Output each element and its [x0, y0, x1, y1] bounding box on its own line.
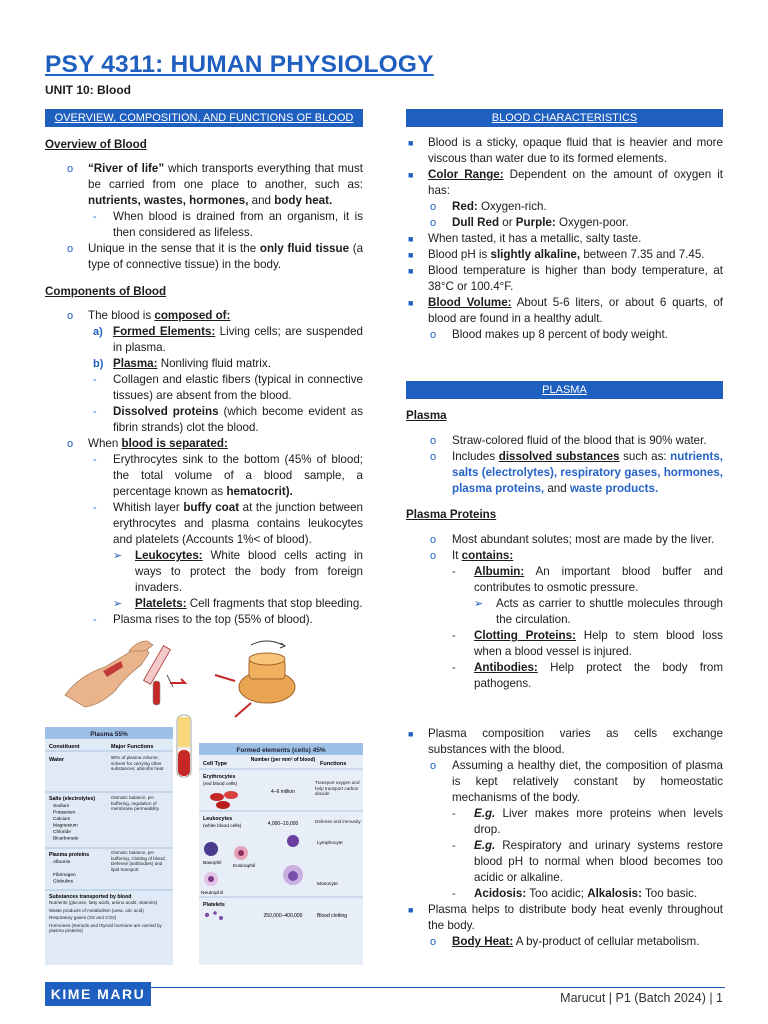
svg-text:Formed elements (cells) 45%: Formed elements (cells) 45% [236, 747, 326, 754]
blood-composition-figure [45, 635, 363, 965]
figure-list-item: Magnesium [53, 823, 78, 829]
test-tube-illustration [177, 715, 191, 777]
svg-text:Constituent: Constituent [49, 744, 80, 750]
list-item: ➢ Platelets: Cell fragments that stop bleeding. [113, 597, 363, 610]
list-item: ■ Blood is a sticky, opaque fluid that is heavier and more viscous than water due to its formed elements. [408, 136, 723, 165]
figure-list-item: Fibrinogen [53, 873, 76, 878]
svg-text:Eosinophil: Eosinophil [233, 864, 256, 869]
svg-text:Substances transported by bloo: Substances transported by blood [49, 894, 132, 900]
list-item: - Antibodies: Help protect the body from pathogens. [452, 661, 723, 690]
figure-list-item: Calcium [53, 817, 71, 822]
arm-illustration [65, 648, 149, 707]
list-item: o Body Heat: A by-product of cellular metabolism. [430, 935, 700, 948]
plasma-table: Plasma 55% Constituent Major Functions Water 90% of plasma volume; solvent for carrying other substances; absorbs heat Salts (electrolytes) SodiumPotassiumCalciumMagnesiumChlorideBicarbonate Osmotic balance, pH buffering, regulation of membrane permeability Plasma proteins AlbuminFibrinogenGlobulins Osmotic balance, pH buffering, Clotting of blood, Defense (antibodies) and lipid transport Substances transported by blood Nutrients (glucose, fatty acids, amino acids, vitamins)Waste products of metabolism (urea, uric acid)Respiratory gases (O2 and CO2)Hormones (steroids and thyroid hormone are carried by plasma proteins) [45, 727, 173, 965]
svg-text:Platelets: Platelets [203, 902, 225, 908]
svg-text:Erythrocytes: Erythrocytes [203, 774, 236, 780]
list-item: o It contains: [430, 549, 514, 562]
list-item: o Unique in the sense that it is the only fluid tissue (a type of connective tissue) in the body. [67, 242, 364, 271]
svg-text:Water: Water [49, 757, 65, 763]
figure-list-item: Potassium [53, 810, 76, 816]
list-item: - Dissolved proteins (which become evident as fibrin strands) clot the blood. [93, 405, 363, 434]
overview-heading: Overview of Blood [45, 138, 147, 151]
svg-text:Leukocytes: Leukocytes [203, 816, 233, 822]
svg-text:Blood clotting: Blood clotting [317, 913, 348, 919]
svg-text:Basophil: Basophil [203, 861, 222, 866]
list-item: - Erythrocytes sink to the bottom (45% of blood; the total volume of a blood sample, a percentage known as hematocrit). [93, 453, 363, 498]
list-item: ➢ Leukocytes: White blood cells acting in ways to protect the body from foreign invaders. [113, 549, 363, 594]
list-item: - When blood is drained from an organism, it is then considered as lifeless. [93, 210, 363, 239]
svg-text:Functions: Functions [320, 761, 347, 767]
svg-text:Plasma 55%: Plasma 55% [90, 731, 128, 738]
svg-text:(white blood cells): (white blood cells) [203, 824, 242, 829]
figure-list-item: Albumin [53, 860, 71, 865]
svg-text:Lymphocyte: Lymphocyte [317, 841, 343, 846]
page-footer: Marucut | P1 (Batch 2024) | 1 [560, 991, 723, 1005]
left-column [45, 109, 363, 628]
svg-text:Number (per mm³ of blood): Number (per mm³ of blood) [250, 757, 316, 763]
list-item: - Albumin: An important blood buffer and contributes to osmotic pressure. [452, 565, 723, 594]
section-bar-characteristics: BLOOD CHARACTERISTICS [406, 109, 723, 127]
list-item: - Clotting Proteins: Help to stem blood loss when a blood vessel is injured. [452, 629, 723, 658]
substances-list [49, 900, 171, 934]
brand-badge: KIME MARU [45, 982, 151, 1006]
figure-list-item: Respiratory gases (O2 and CO2) [49, 915, 117, 921]
svg-text:(red blood cells): (red blood cells) [203, 782, 238, 787]
list-item: - Collagen and elastic fibers (typical in connective tissues) are absent from the blood. [93, 373, 363, 402]
lymphocyte-cell [287, 835, 299, 847]
list-item: - Whitish layer buffy coat at the junction between erythrocytes and plasma contains leukocytes and platelets (Accounts 1%< of blood). [93, 501, 363, 546]
list-item: o “River of life” which transports everything that must be carried from one place to another, such as: nutrients, wastes, hormones, and body heat. [67, 162, 364, 207]
basophil-cell [204, 842, 218, 856]
list-item: - E.g. Liver makes more proteins when levels drop. [452, 807, 723, 836]
svg-text:Plasma proteins: Plasma proteins [49, 852, 90, 858]
list-item: ➢ Acts as carrier to shuttle molecules through the circulation. [474, 597, 723, 626]
list-item: - E.g. Respiratory and urinary systems restore blood pH to normal when blood becomes too acidic or alkaline. [452, 839, 723, 884]
svg-text:Neutrophil: Neutrophil [201, 891, 223, 896]
figure-list-item: Waste products of metabolism (urea, uric acid) [49, 907, 144, 913]
list-item: o Most abundant solutes; most are made by the liver. [430, 533, 715, 546]
plasma-heading: Plasma [406, 409, 447, 422]
section-bar-overview: OVERVIEW, COMPOSITION, AND FUNCTIONS OF BLOOD [45, 109, 363, 127]
figure-list-item: Hormones (steroids and thyroid hormone are carried by plasma proteins) [49, 922, 162, 934]
list-item: - Plasma rises to the top (55% of blood). [93, 613, 313, 626]
document-title: PSY 4311: HUMAN PHYSIOLOGY [45, 51, 434, 78]
figure-list-item: Nutrients (glucose, fatty acids, amino acids, vitamins) [49, 900, 158, 905]
figure-list-item: Chloride [53, 830, 71, 835]
list-item: ■ Plasma helps to distribute body heat evenly throughout the body. [408, 903, 723, 932]
list-item: o Includes dissolved substances such as: nutrients, salts (electrolytes), respiratory gases, hormones, plasma proteins, and waste products. [430, 450, 723, 495]
right-column [406, 109, 723, 950]
list-item: o Blood makes up 8 percent of body weight. [430, 328, 668, 341]
svg-text:250,000–400,000: 250,000–400,000 [263, 913, 303, 919]
components-heading: Components of Blood [45, 285, 167, 298]
list-item: a) Formed Elements: Living cells; are suspended in plasma. [93, 325, 364, 354]
list-item: ■ Blood Volume: About 5-6 liters, or about 6 quarts, of blood are found in a healthy adult. [408, 296, 724, 325]
svg-text:Salts (electrolytes): Salts (electrolytes) [49, 796, 96, 802]
list-item: o Straw-colored fluid of the blood that is 90% water. [430, 434, 707, 447]
list-item: b) Plasma: Nonliving fluid matrix. [93, 357, 271, 370]
list-item: ■ Color Range: Dependent on the amount of oxygen it has: [408, 168, 723, 197]
formed-elements-table: Formed elements (cells) 45% Cell Type Number (per mm³ of blood) Functions Erythrocytes (red blood cells) 4–6 million Transport oxygen and help transport carbon dioxide Leukocytes (white blood cells) 4,000–10,000 Defense and immunity Lymphocyte Basophil Eosinophil Neutrophil Monocyte Platelets 250,000–400,000 Blood clotting [199, 743, 363, 965]
svg-text:4,000–10,000: 4,000–10,000 [267, 821, 299, 827]
list-item: - Acidosis: Too acidic; Alkalosis: Too basic. [452, 887, 698, 900]
section-bar-plasma: PLASMA [406, 381, 723, 399]
list-item: o Dull Red or Purple: Oxygen-poor. [430, 216, 629, 229]
list-item: ■ When tasted, it has a metallic, salty taste. [408, 232, 642, 245]
unit-label: UNIT 10: Blood [45, 83, 131, 97]
centrifuge-illustration [239, 641, 295, 703]
list-item: ■ Blood pH is slightly alkaline, between 7.35 and 7.45. [408, 248, 705, 261]
svg-text:4–6 million: 4–6 million [271, 789, 295, 795]
list-item: o The blood is composed of: [67, 309, 231, 322]
list-item: ■ Blood temperature is higher than body temperature, at 38°C or 100.4°F. [408, 264, 723, 293]
list-item: o When blood is separated: [67, 437, 228, 450]
svg-text:Monocyte: Monocyte [317, 882, 338, 887]
svg-text:Cell Type: Cell Type [203, 761, 228, 767]
list-item: o Red: Oxygen-rich. [430, 200, 547, 213]
list-item: ■ Plasma composition varies as cells exchange substances with the blood. [408, 727, 723, 756]
plasma-proteins-heading: Plasma Proteins [406, 508, 497, 521]
figure-list-item: Bicarbonate [53, 836, 79, 842]
figure-list-item: Sodium [53, 804, 70, 809]
figure-list-item: Globulins [53, 879, 73, 885]
svg-text:Major Functions: Major Functions [111, 744, 154, 750]
list-item: o Assuming a healthy diet, the composition of plasma is kept relatively constant by homeostatic mechanisms of the body. [430, 759, 723, 804]
